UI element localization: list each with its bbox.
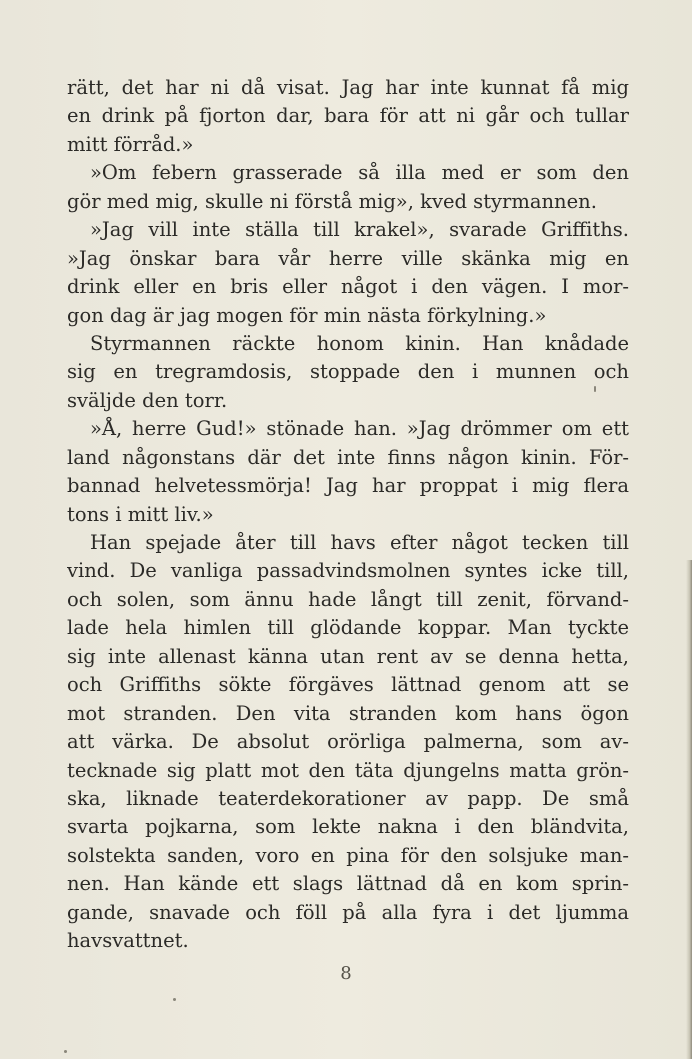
text-line: att värka. De absolut orörliga palmerna, som av- [67,730,629,754]
text-line: Styrmannen räckte honom kinin. Han knådade [90,331,629,355]
text-line: »Om febern grasserade så illa med er som den [90,161,629,185]
text-line: vind. De vanliga passadvindsmolnen syntes icke till, [67,559,629,583]
paper-speck [64,1050,67,1053]
page-number: 8 [340,963,352,984]
body-text [67,74,629,956]
text-line: drink eller en bris eller något i den vägen. I mor- [67,275,629,299]
text-line: Han spejade åter till havs efter något tecken till [90,531,629,554]
text-line: sig inte allenast känna utan rent av se denna hetta, [67,644,629,668]
text-line: och solen, som ännu hade långt till zenit, förvand- [67,587,629,611]
text-line: »Jag vill inte ställa till krakel», svarade Griffiths. [90,218,629,242]
paper-speck [594,386,596,392]
text-line: ska, liknade teaterdekorationer av papp. De små [67,786,629,810]
text-line: gande, snavade och föll på alla fyra i det ljumma [67,900,629,924]
text-line: tecknade sig platt mot den täta djungelns matta grön- [67,758,629,782]
text-line: mitt förråd.» [67,132,194,156]
text-line: bannad helvetessmörja! Jag har proppat i mig flera [67,474,629,498]
text-line: nen. Han kände ett slags lättnad då en kom sprin- [67,872,629,896]
text-line: tons i mitt liv.» [67,502,214,526]
paper-speck [173,998,176,1001]
text-line: land någonstans där det inte finns någon kinin. För- [67,445,629,469]
text-line: gör med mig, skulle ni förstå mig», kved styrmannen. [67,189,597,213]
text-line: och Griffiths sökte förgäves lättnad genom att se [67,673,629,697]
text-line: sig en tregramdosis, stoppade den i munnen och [67,360,629,384]
text-line: rätt, det har ni då visat. Jag har inte kunnat få mig [67,76,629,99]
text-line: »Jag önskar bara vår herre ville skänka mig en [67,246,629,270]
text-line: havsvattnet. [67,929,189,953]
text-line: lade hela himlen till glödande koppar. Man tyckte [67,616,629,640]
text-line: en drink på fjorton dar, bara för att ni går och tullar [67,104,629,128]
page-edge-shadow [686,560,692,1059]
text-line: sväljde den torr. [67,388,228,412]
text-line: svarta pojkarna, som lekte nakna i den bländvita, [67,815,629,839]
text-line: solstekta sanden, voro en pina för den solsjuke man- [67,843,629,867]
text-line: mot stranden. Den vita stranden kom hans ögon [67,701,629,725]
text-line: »Å, herre Gud!» stönade han. »Jag drömmer om ett [90,417,629,441]
text-line: gon dag är jag mogen för min nästa förkylning.» [67,303,547,327]
